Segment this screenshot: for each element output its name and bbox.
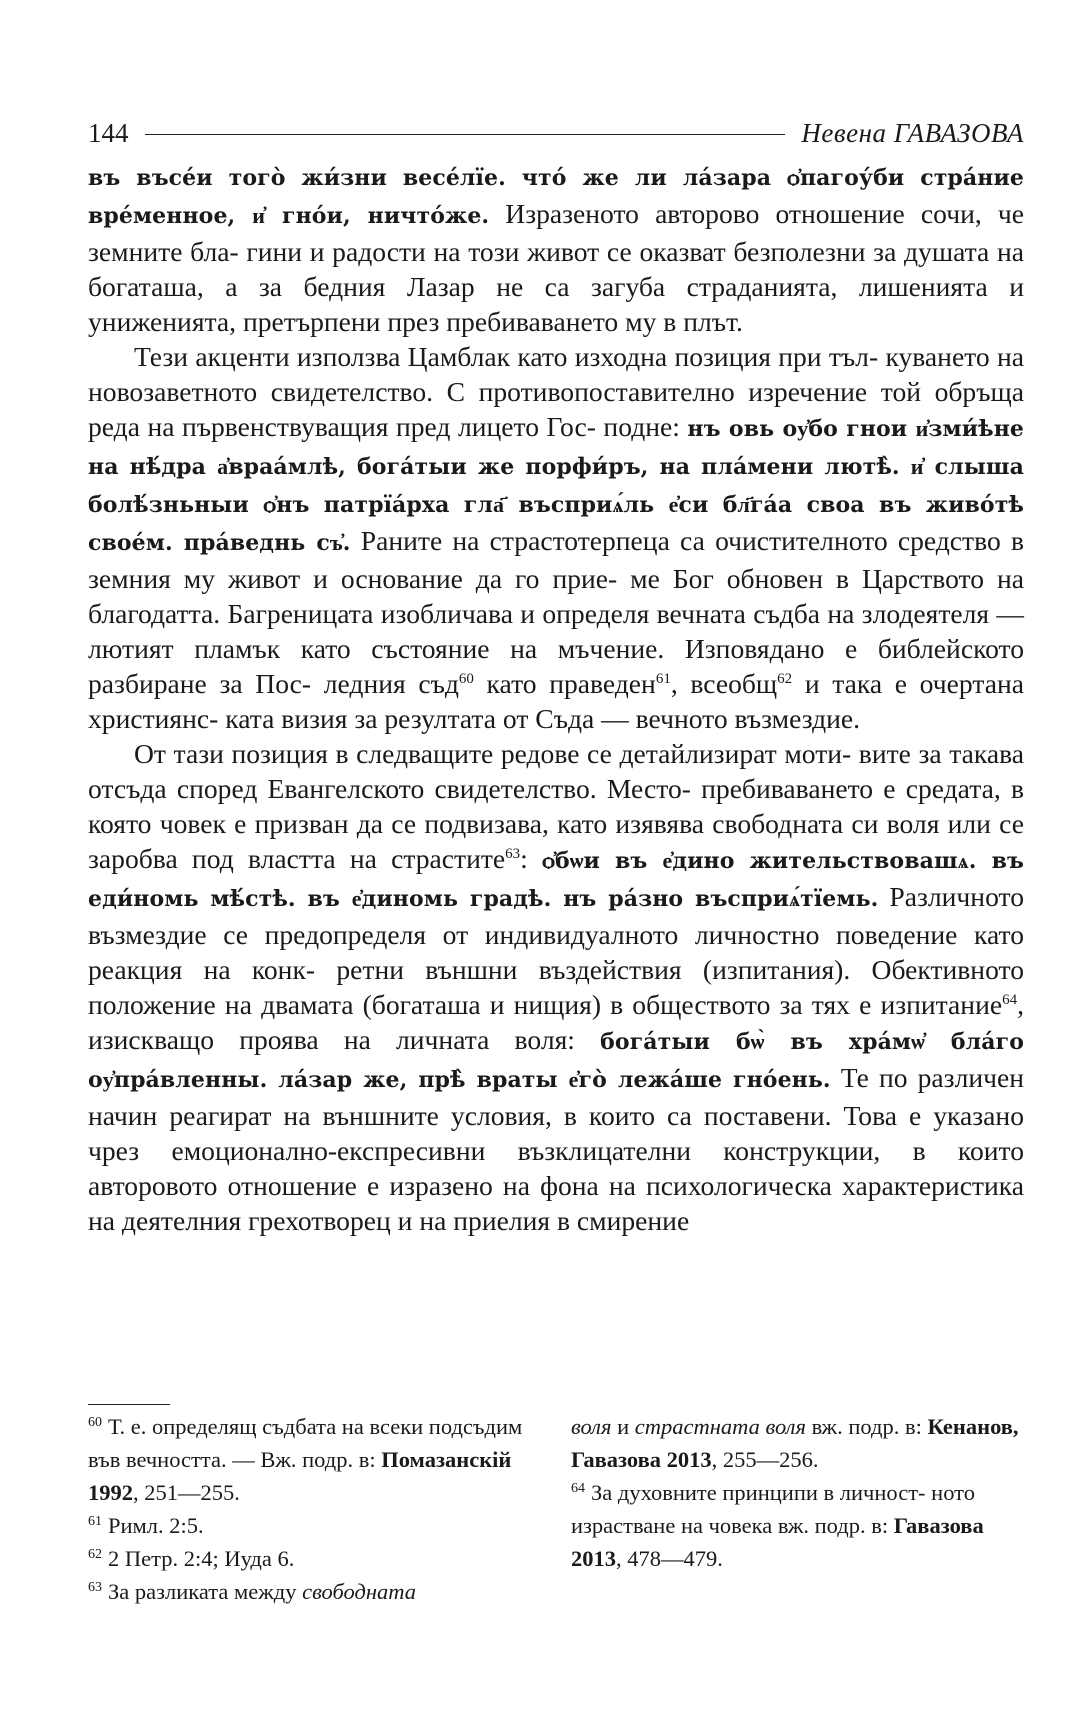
footnote-separator — [88, 1404, 170, 1405]
footnote-text: вж. подр. в: — [805, 1414, 928, 1439]
footnote-text: , 251—255. — [133, 1480, 240, 1505]
paragraph-2 — [88, 339, 1024, 736]
footnote-ref-62[interactable]: 62 — [777, 670, 793, 687]
footnote-text: За разликата между — [108, 1579, 303, 1604]
footnote-61 — [88, 1509, 541, 1542]
footnote-number: 61 — [88, 1513, 102, 1529]
text-run: Раните на страстотерпеца са очистителното средство в земния му живот и основание да го прие- ме Бог обновен в Царството на благодатта. Багреницата изобличава и определя вечната съдба на злодеятеля — лютият пламък като състояние на мъчение. Изповядано е библейското разбиране за Пос- ледния съд — [88, 525, 1024, 699]
footnotes-right-column — [571, 1410, 1024, 1608]
footnote-citation: Гавазова 2013 — [571, 1513, 984, 1571]
footnote-text: 2 Петр. 2:4; Иуда 6. — [108, 1546, 295, 1571]
footnote-ref-61[interactable]: 61 — [655, 670, 671, 687]
footnote-text: Т. е. определящ съдбата на всеки подсъдим във вечността. — Вж. подр. в: — [88, 1414, 523, 1472]
church-slavonic-quote: бога́тыи бѡ̀ въ хра́мѡ҆ бла́го оу҆пра́вленны. ла́зар же, прѣ̀ враты е҆го̀ лежа́ше гно́ень. — [88, 1029, 1024, 1093]
text-run: , изискващо проява на личната воля: — [88, 989, 1024, 1055]
footnote-ref-63[interactable]: 63 — [505, 845, 521, 862]
text-run: Изразеното авторово отношение сочи, че земните бла- гини и радости на този живот се оказват безполезни за душата на богаташа, а за бедния Лазар не са загуба страданията, лишенията и униженията, претърпени през пребиваването му в плът. — [88, 198, 1024, 337]
footnote-60 — [88, 1410, 541, 1509]
footnotes-left-column — [88, 1410, 541, 1608]
text-run: , всеобщ — [670, 668, 778, 699]
text-run: Те по различен начин реагират на външните условия, в които са поставени. Това е указано чрез емоционално-експресивни възклицателни конструкции, в които авторовото отношение е изразено на фона на психологическа характеристика на деятелния грехотворец и на приелия в смирение — [88, 1062, 1024, 1236]
page-number: 144 — [88, 118, 129, 148]
church-slavonic-quote: нъ овь оу҆бо гнои и҆зми́ѣне на нѣ́дра а҆враа́млѣ, бога́тыи же порфи́ръ, на пла́мени лютѣ̀. и҆ слыша болѣ́зньныи ѻ҆нъ патрїа́рха гла҃ въсприѧ́ль е҆си бл҃га́а своа въ живо́тѣ свое́м. пра́веднь съ҆. — [88, 416, 1024, 556]
footnote-text: и — [611, 1414, 635, 1439]
footnote-63 — [88, 1575, 541, 1608]
footnote-number: 62 — [88, 1546, 102, 1562]
paragraph-1 — [88, 158, 1024, 339]
footnotes — [88, 1410, 1024, 1608]
footnote-text: , 255—256. — [711, 1447, 819, 1472]
footnote-citation: Помазанскій 1992 — [88, 1447, 512, 1505]
footnote-number: 63 — [88, 1579, 102, 1595]
footnote-number: 60 — [88, 1414, 102, 1430]
church-slavonic-quote: въ въсе́и того̀ жи́зни весе́лїе. что́ же ли ла́зара ѻ҆пагоу́би стра́ние вре́менное, и҆ гно́и, ничто́же. — [88, 165, 1024, 229]
text-run: и така е очертана християнс- ката визия за резултата от Съда — вечното възмездие. — [88, 668, 1024, 734]
footnote-ref-64[interactable]: 64 — [1002, 991, 1018, 1008]
footnote-63-continued — [571, 1410, 1024, 1476]
footnote-number: 64 — [571, 1480, 585, 1496]
footnote-ref-60[interactable]: 60 — [458, 670, 474, 687]
text-run: като праведен — [473, 668, 656, 699]
text-run: От тази позиция в следващите редове се детайлизират моти- вите за такава отсъда според Евангелското свидетелство. Место- пребиваването е средата, в която човек е призван да се подвизава, като изявява свободната си воля или се заробва под властта на страстите — [88, 738, 1024, 874]
footnote-text: , 478—479. — [616, 1546, 723, 1571]
footnote-emphasis: страстната воля — [634, 1414, 806, 1439]
footnote-citation: Кенанов, Гавазова 2013 — [571, 1414, 1019, 1472]
footnote-text: За духовните принципи в личност- ното израстване на човека вж. подр. в: — [571, 1480, 975, 1538]
running-head-author: Невена ГАВАЗОВА — [801, 118, 1024, 148]
text-run: Различното възмездие се предопределя от индивидуалното личностно поведение като реакция на конк- ретни външни въздействия (изпитания). Обективното положение на двамата (богаташа и нищия) в обществото за тях е изпитание — [88, 881, 1024, 1020]
church-slavonic-quote: ѻ҆бѡи въ е҆дино жительствовашѧ. въ еди́номь мѣ́стѣ. въ е҆диномь градѣ. нъ ра́зно въсприѧ́тїемь. — [88, 848, 1024, 912]
footnote-emphasis: воля — [571, 1414, 612, 1439]
footnote-emphasis: свободната — [302, 1579, 417, 1604]
paragraph-3 — [88, 736, 1024, 1238]
text-run: : — [520, 843, 543, 874]
footnote-62 — [88, 1542, 541, 1575]
main-text — [88, 158, 1024, 1238]
header-rule — [145, 134, 786, 135]
text-run: Тези акценти използва Цамблак като изходна позиция при тъл- куването на новозаветното свидетелство. С противопоставително изречение той обръща реда на първенствуващия пред лицето Гос- подне: — [88, 341, 1024, 442]
footnote-64 — [571, 1476, 1024, 1575]
running-header — [88, 118, 1024, 149]
footnote-text: Римл. 2:5. — [108, 1513, 204, 1538]
